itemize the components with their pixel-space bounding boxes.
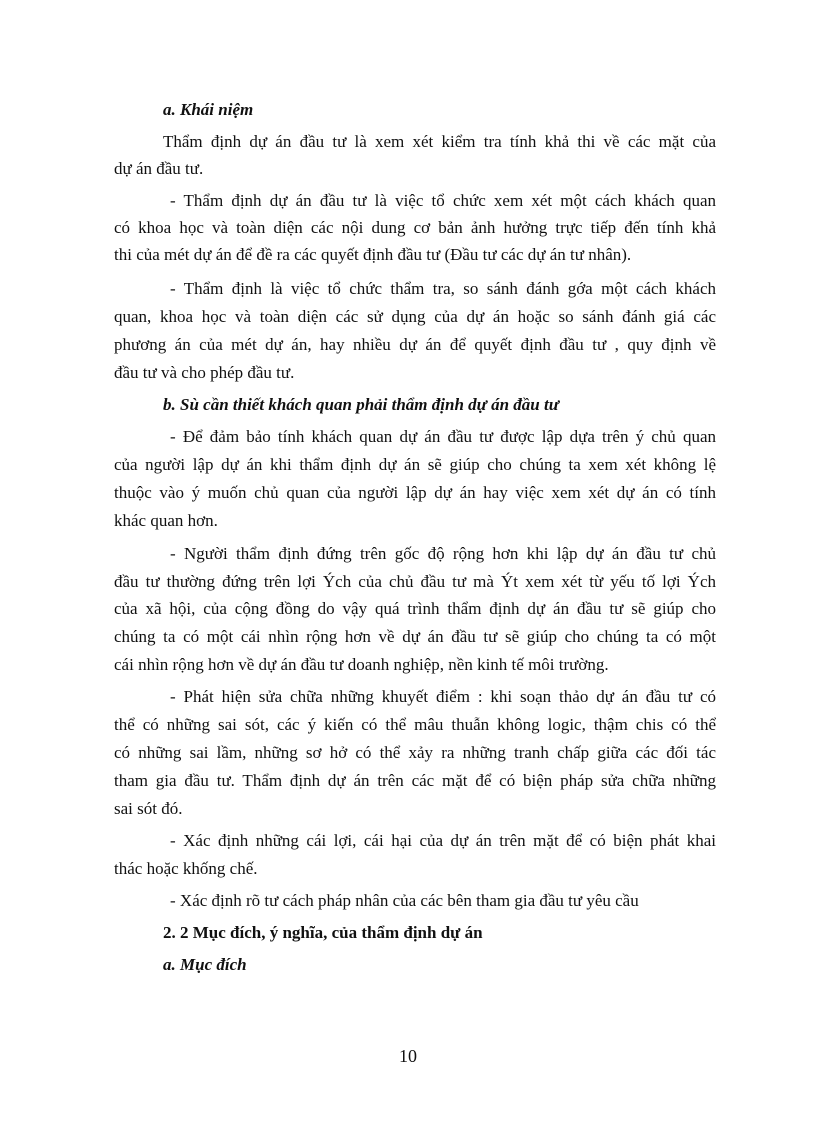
paragraph-line: thuộc vào ý muốn chủ quan của người lập dự án hay việc xem xét dự án có tính — [114, 483, 716, 502]
page-number: 10 — [399, 1046, 417, 1066]
paragraph-line: sai sót đó. — [114, 799, 183, 818]
paragraph-line: - Thẩm định là việc tổ chức thẩm tra, so sánh đánh gớa một cách khách — [170, 279, 716, 298]
paragraph-line: thác hoặc khống chế. — [114, 859, 258, 878]
paragraph-line: - Xác định rõ tư cách pháp nhân của các bên tham gia đầu tư yêu cầu — [170, 891, 639, 910]
paragraph-line: dự án đầu tư. — [114, 159, 204, 178]
paragraph-line: chúng ta có một cái nhìn rộng hơn về dự án đầu tư sẽ giúp cho chúng ta có một — [114, 627, 716, 646]
heading-a-muc-dich: a. Mục đích — [163, 955, 247, 974]
paragraph-line: đầu tư và cho phép đầu tư. — [114, 363, 295, 382]
paragraph-line: tham gia đầu tư. Thẩm định dự án trên các mặt để có biện pháp sửa chữa những — [114, 771, 716, 790]
paragraph-line: có khoa học và toàn diện các nội dung cơ bản ảnh hưởng trực tiếp đến tính khả — [114, 218, 716, 237]
paragraph-line: - Xác định những cái lợi, cái hại của dự án trên mặt để có biện phát khai — [170, 831, 716, 850]
paragraph-line: thi của mét dự án để đề ra các quyết định đầu tư (Đầu tư các dự án tư nhân). — [114, 245, 632, 264]
paragraph-line: - Để đảm bảo tính khách quan dự án đầu tư được lập dựa trên ý chủ quan — [170, 427, 716, 446]
paragraph-line: - Người thẩm định đứng trên gốc độ rộng hơn khi lập dự án đầu tư chủ — [170, 544, 716, 563]
heading-a-khai-niem: a. Khái niệm — [163, 100, 254, 119]
paragraph-line: của người lập dự án khi thẩm định dự án sẽ giúp cho chúng ta xem xét không lệ — [114, 455, 716, 474]
paragraph-line: Thẩm định dự án đầu tư là xem xét kiểm tra tính khả thi về các mặt của — [163, 132, 716, 151]
heading-2-2-muc-dich: 2. 2 Mục đích, ý nghĩa, của thẩm định dự án — [163, 923, 483, 942]
paragraph-line: có những sai lầm, những sơ hở có thể xảy ra những tranh chấp giữa các đối tác — [114, 743, 716, 762]
heading-b-su-can-thiet: b. Sù cần thiết khách quan phải thẩm định dự án đầu tư — [163, 395, 559, 414]
paragraph-line: khác quan hơn. — [114, 511, 218, 530]
paragraph-line: phương án của mét dự án, hay nhiều dự án để quyết định đầu tư , quy định về — [114, 335, 716, 354]
paragraph-line: thể có những sai sót, các ý kiến có thể mâu thuẫn không logic, thậm chis có thể — [114, 715, 716, 734]
paragraph-line: - Thẩm định dự án đầu tư là việc tổ chức xem xét một cách khách quan — [170, 191, 716, 210]
paragraph-line: - Phát hiện sửa chữa những khuyết điểm : khi soạn thảo dự án đầu tư có — [170, 687, 716, 706]
paragraph-line: quan, khoa học và toàn diện các sử dụng của dự án hoặc so sánh đánh giá các — [114, 307, 716, 326]
paragraph-line: của xã hội, của cộng đồng do vậy quá trình thẩm định dự án đầu tư sẽ giúp cho — [114, 599, 716, 618]
paragraph-line: cái nhìn rộng hơn về dự án đầu tư doanh nghiệp, nền kinh tế môi trường. — [114, 655, 609, 674]
paragraph-line: đầu tư thường đứng trên lợi Ých của chủ đầu tư mà Ýt xem xét từ yếu tố lợi Ých — [114, 572, 716, 591]
